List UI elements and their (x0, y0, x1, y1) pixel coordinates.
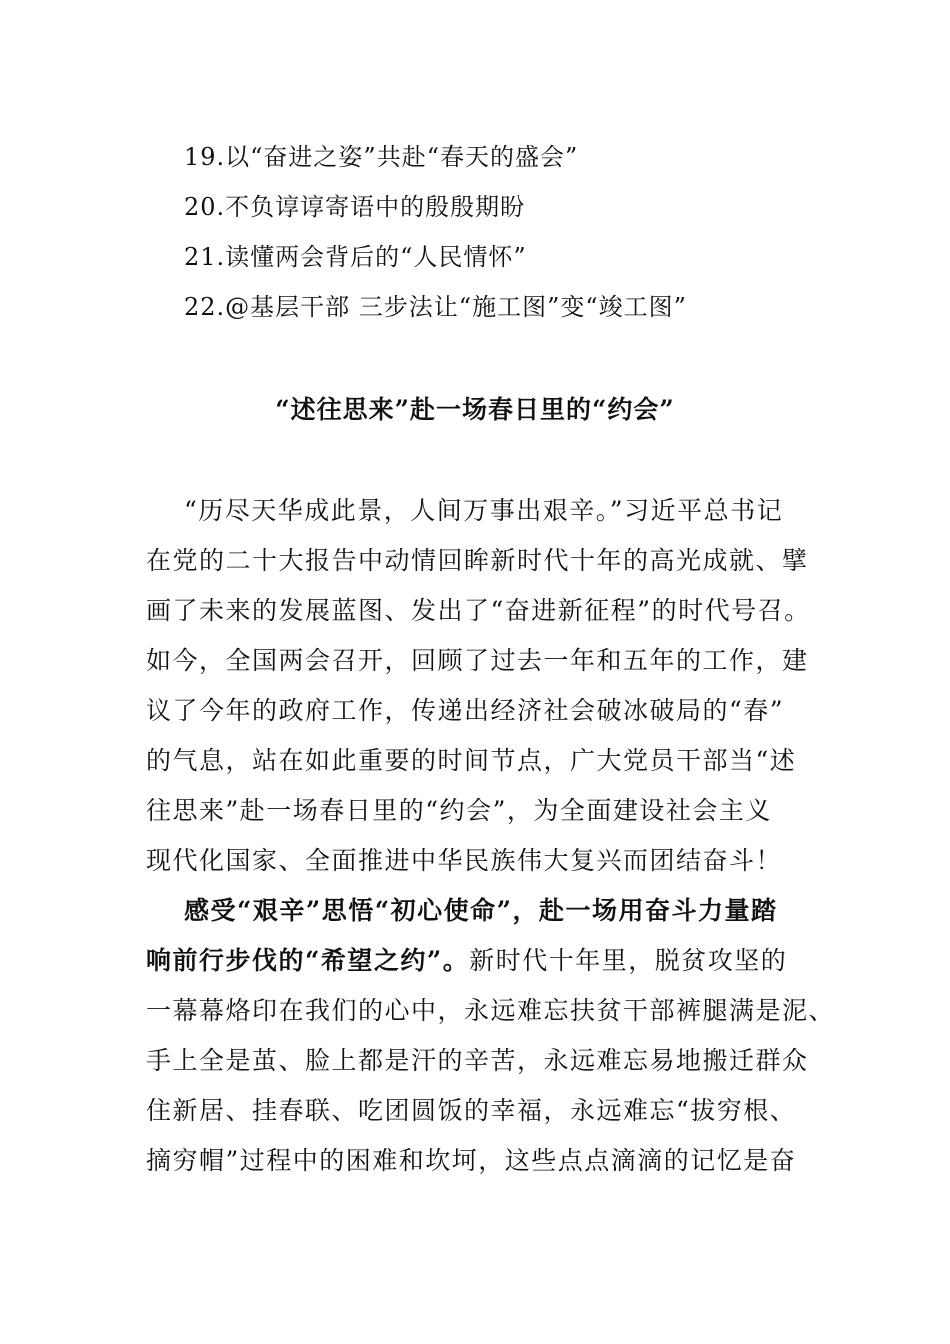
paragraph-2-line: 一幕幕烙印在我们的心中，永远难忘扶贫干部裤腿满是泥、 (146, 996, 836, 1025)
table-of-contents (184, 132, 824, 332)
article-title: “述往思来”赴一场春日里的“约会” (275, 395, 675, 424)
paragraph-2-heading: 感受“艰辛”思悟“初心使命”，赴一场用奋斗力量踏 (184, 896, 778, 925)
paragraph-2-heading-end: 响前行步伐的“希望之约”。 (146, 946, 470, 975)
paragraph-1-line: 往思来”赴一场春日里的“约会”，为全面建设社会主义 (146, 796, 772, 825)
paragraph-1-line: 现代化国家、全面推进中华民族伟大复兴而团结奋斗！ (146, 846, 783, 875)
paragraph-2-line: 住新居、挂春联、吃团圆饭的幸福，永远难忘“拔穷根、 (146, 1096, 797, 1125)
article-body (146, 486, 836, 1186)
paragraph-1-line: “历尽天华成此景，人间万事出艰辛。”习近平总书记 (184, 496, 784, 525)
paragraph-2-line: 摘穷帽”过程中的困难和坎坷，这些点点滴滴的记忆是奋 (146, 1146, 797, 1175)
paragraph-1-line: 的气息，站在如此重要的时间节点，广大党员干部当“述 (146, 746, 797, 775)
paragraph-1-line: 在党的二十大报告中动情回眸新时代十年的高光成就、擘 (146, 546, 809, 575)
toc-item-22: 22.@基层干部 三步法让“施工图”变“竣工图” (184, 293, 687, 321)
paragraph-2-text: 新时代十年里，脱贫攻坚的 (469, 946, 788, 975)
paragraph-1-line: 议了今年的政府工作，传递出经济社会破冰破局的“春” (146, 696, 785, 725)
paragraph-1-line: 如今，全国两会召开，回顾了过去一年和五年的工作，建 (146, 646, 809, 675)
toc-item-21: 21.读懂两会背后的“人民情怀” (184, 243, 527, 271)
paragraph-2-line (146, 936, 806, 986)
toc-item-20: 20.不负谆谆寄语中的殷殷期盼 (184, 193, 526, 221)
paragraph-2-line: 手上全是茧、脸上都是汗的辛苦，永远难忘易地搬迁群众 (146, 1046, 809, 1075)
toc-item-19: 19.以“奋进之姿”共赴“春天的盛会” (184, 143, 579, 171)
paragraph-1-line: 画了未来的发展蓝图、发出了“奋进新征程”的时代号召。 (146, 596, 811, 625)
